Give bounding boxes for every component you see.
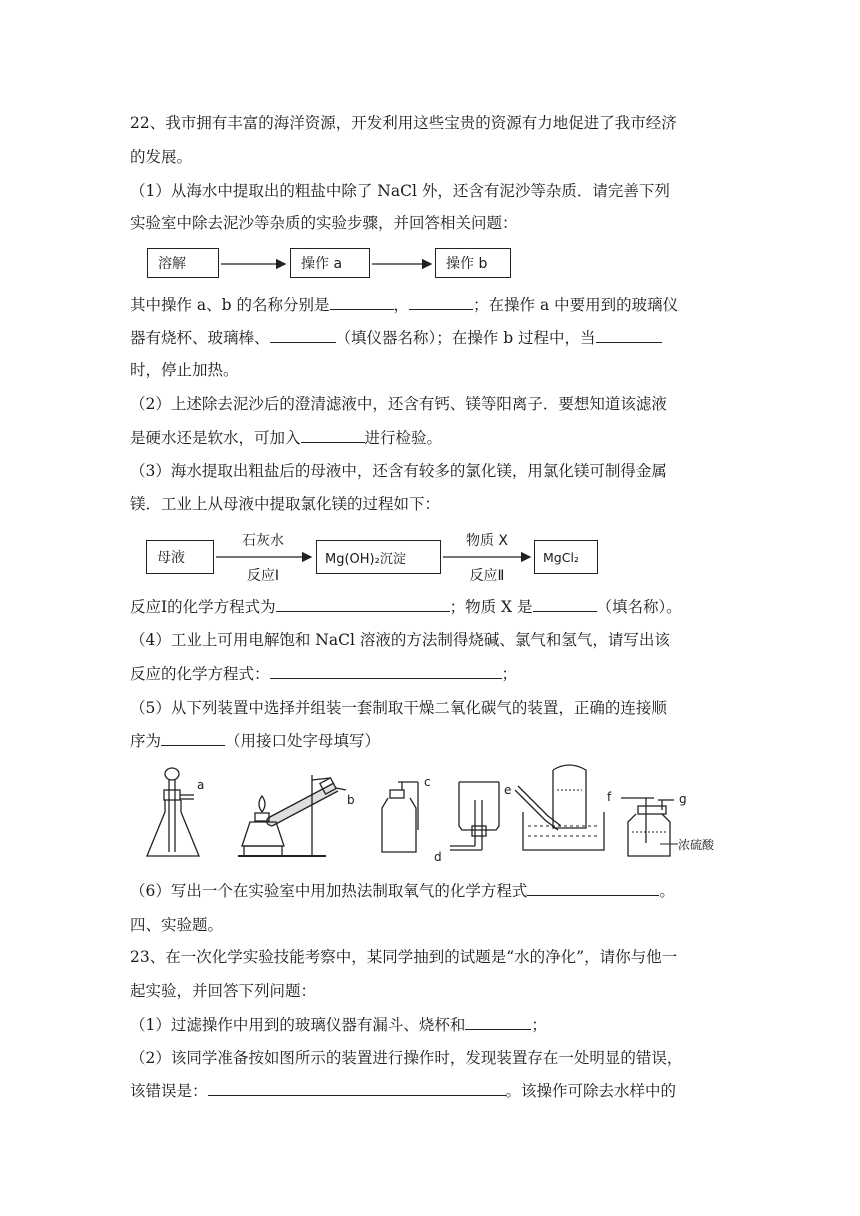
water-trough-e [515,765,604,850]
q23-part2-line1: （2）该同学准备按如图所示的装置进行操作时，发现装置存在一处明显的错误， [130,1049,683,1067]
flow2-box-mgcl2: MgCl₂ [534,540,598,574]
heating-test-tube-apparatus [238,775,346,856]
text-segment: （1）过滤操作中用到的玻璃仪器有漏斗、烧杯和 [130,1016,466,1034]
q22-part1-line1: （1）从海水中提取出的粗盐中除了 NaCl 外，还含有泥沙等杂质．请完善下列 [130,182,670,200]
text-segment: 。该操作可除去水样中的 [505,1082,677,1100]
flow2-box-mother-liquor: 母液 [146,540,214,574]
q22-part5-line1: （5）从下列装置中选择并组装一套制取干燥二氧化碳气的装置，正确的连接顺 [130,699,667,717]
port-label-g: g [679,792,687,806]
text-segment: 器有烧杯、玻璃棒、 [130,329,270,347]
answer-blank[interactable] [208,1081,506,1096]
text-segment: （6）写出一个在实验室中用加热法制取氧气的化学方程式 [130,882,528,900]
q23-intro-line1: 23、在一次化学实验技能考察中，某同学抽到的试题是“水的净化”，请你与他一 [130,948,678,966]
q22-part2-line1: （2）上述除去泥沙后的澄清滤液中，还含有钙、镁等阳离子．要想知道该滤液 [130,395,667,413]
flow-step-dissolve: 溶解 [147,248,219,278]
q22-part3-line1: （3）海水提取出粗盐后的母液中，还含有较多的氯化镁，用氯化镁可制得金属 [130,462,667,480]
q22-intro-line2: 的发展。 [130,148,193,166]
flow2-box-mg-hydroxide: Mg(OH)₂沉淀 [316,540,441,574]
q22-part1-line2: 实验室中除去泥沙等杂质的实验步骤，并回答相关问题： [130,214,518,232]
port-label-b: b [347,793,355,807]
text-segment: （填名称）。 [596,598,682,616]
flow2-arrow2-reagent: 物质 X [465,533,509,549]
text-segment: 反应的化学方程式： [130,665,270,683]
text-segment: 进行检验。 [364,429,443,447]
text-segment: 。 [659,882,675,900]
text-segment: 反应Ⅰ的化学方程式为 [130,598,276,616]
drying-bottle-fg [621,798,678,856]
section-heading-experiments: 四、实验题。 [130,916,224,934]
q22-part6-line1 [130,880,675,902]
q22-intro-line1: 22、我市拥有丰富的海洋资源，开发利用这些宝贵的资源有力地促进了我市经济 [130,114,677,132]
q23-part1 [130,1014,547,1036]
text-segment: （填仪器名称）；在操作 b 过程中，当 [335,329,596,347]
q22-part1-line5: 时，停止加热。 [130,361,239,379]
conical-flask-apparatus [147,768,199,856]
port-label-d: d [434,850,442,864]
text-segment: （用接口处字母填写） [225,732,381,750]
text-segment: ； [531,1016,547,1034]
answer-blank[interactable] [465,1015,531,1030]
q23-intro-line2: 起实验，并回答下列问题： [130,982,317,1000]
flow-step-operation-b: 操作 b [435,248,511,278]
text-segment: ；在操作 a 中要用到的玻璃仪 [473,296,679,314]
text-segment: 该错误是： [130,1082,208,1100]
port-label-a: a [197,778,205,792]
text-segment: ； [501,665,518,683]
answer-blank[interactable] [527,881,659,896]
port-label-f: f [607,790,612,804]
port-label-c: c [424,775,431,789]
flow2-arrow2-reaction: 反应Ⅱ [469,568,505,584]
port-label-e: e [504,783,512,797]
q23-part2-line2 [130,1080,676,1102]
gas-collecting-bottle-c [382,782,418,852]
flow2-arrow1-reagent: 石灰水 [242,533,284,549]
q22-part4-line1: （4）工业上可用电解饱和 NaCl 溶液的方法制得烧碱、氯气和氢气，请写出该 [130,631,670,649]
label-concentrated-sulfuric-acid: 浓硫酸 [678,838,715,852]
text-segment: 序为 [130,732,162,750]
flow2-arrow1-reaction: 反应Ⅰ [246,568,280,584]
inverted-bottle-d [450,782,499,850]
text-segment: 是硬水还是软水，可加入 [130,429,301,447]
text-segment: ；物质 X 是 [449,598,533,616]
text-segment: 其中操作 a、b 的名称分别是 [130,296,330,314]
flow-step-operation-a: 操作 a [290,248,370,278]
q22-part3-line2: 镁．工业上从母液中提取氯化镁的过程如下： [130,495,441,513]
text-segment: ， [393,296,410,314]
